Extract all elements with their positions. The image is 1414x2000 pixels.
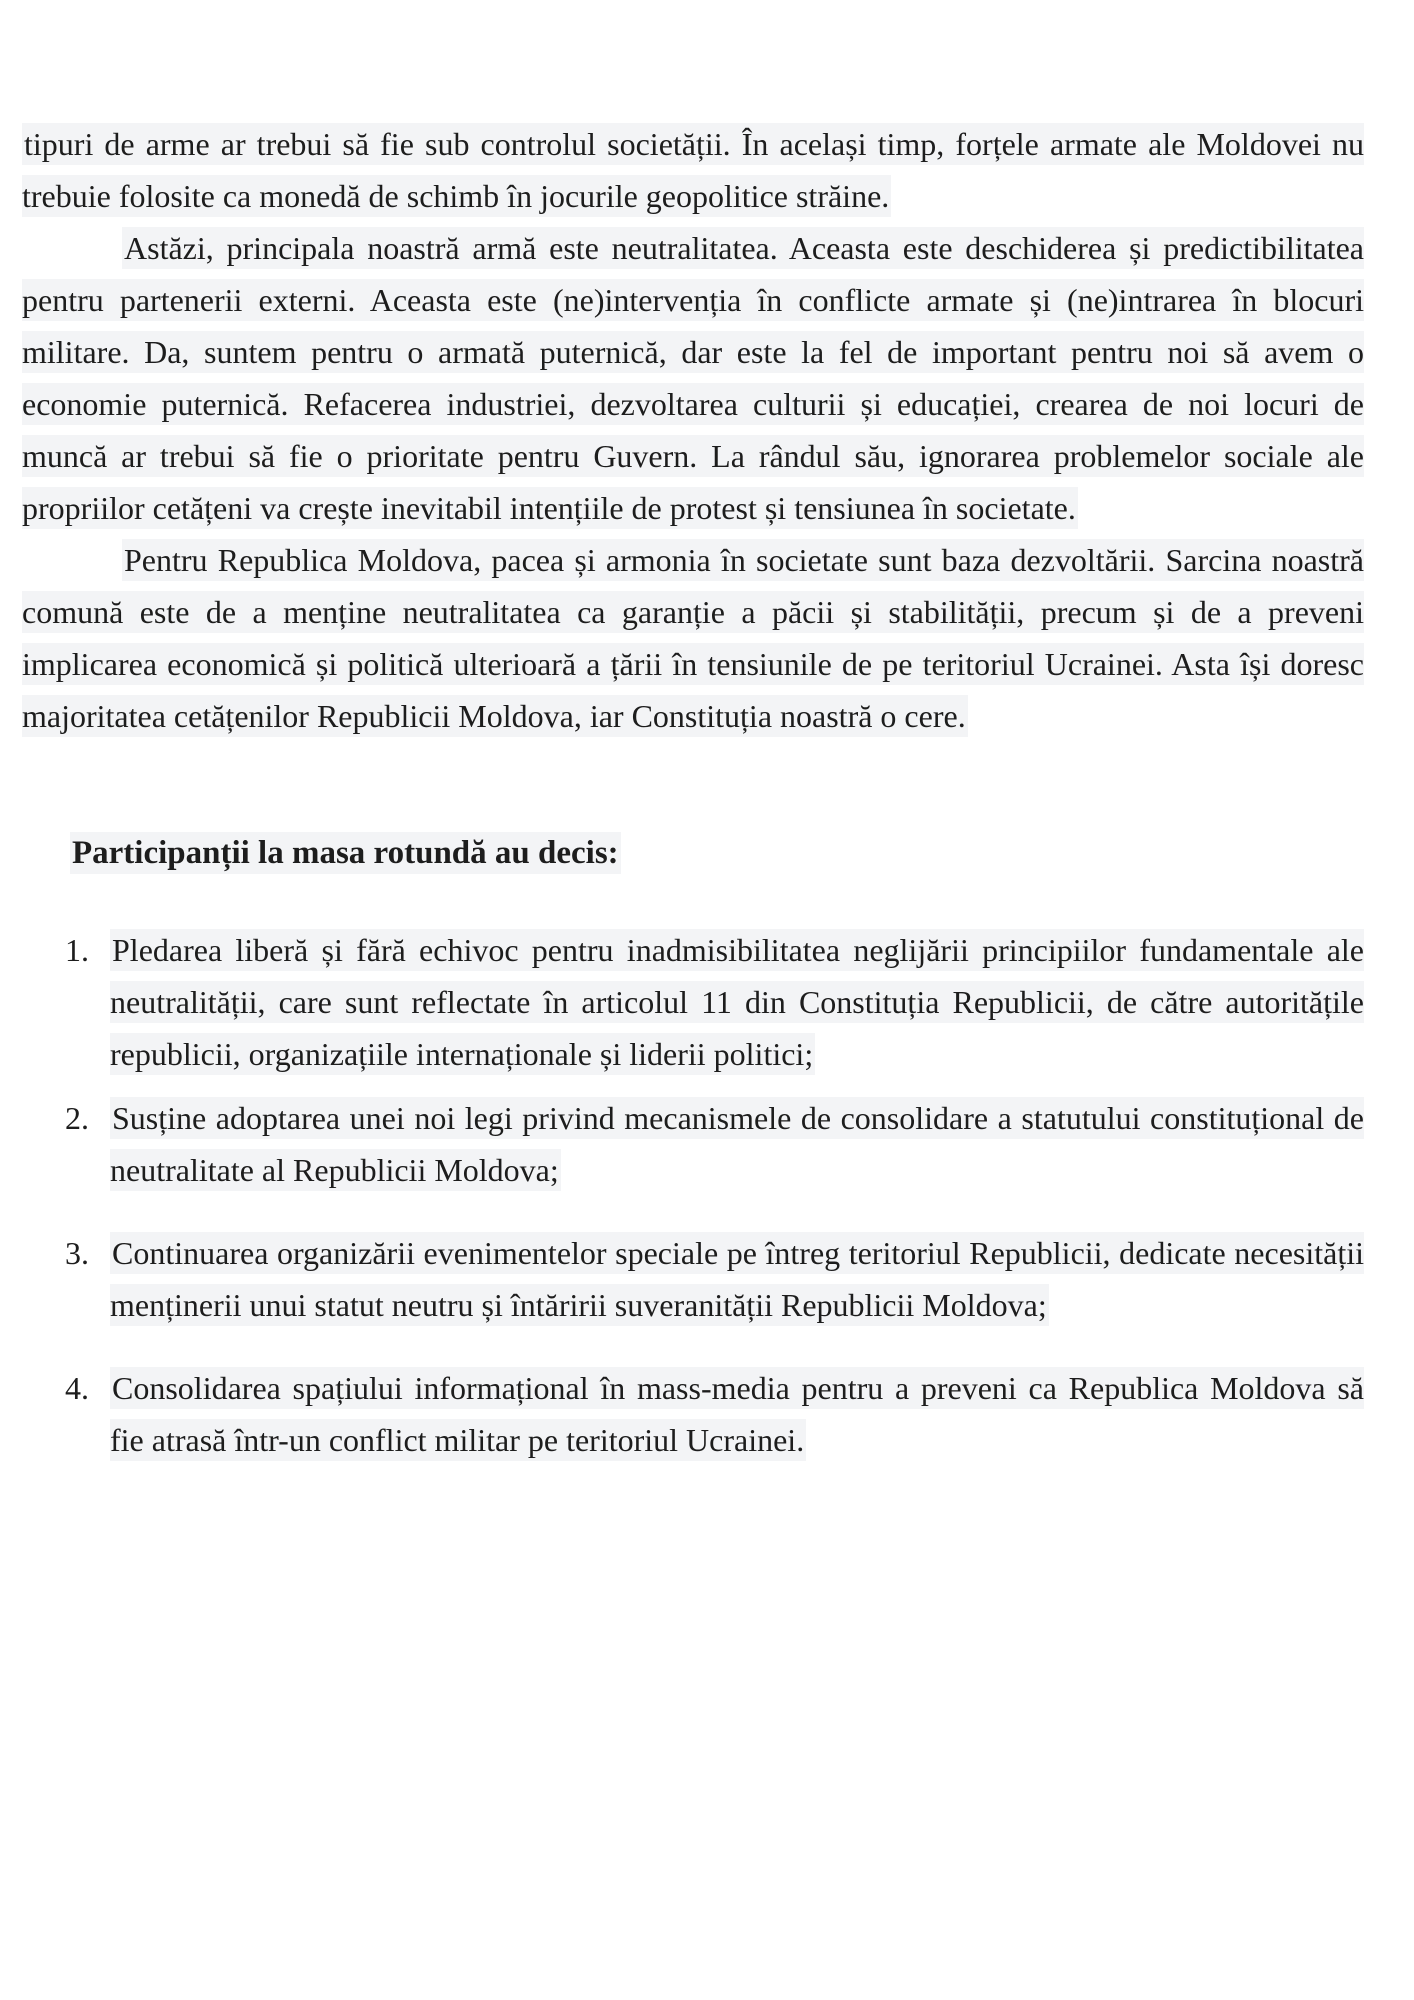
decision-item-4-text: Consolidarea spațiului informațional în mass-media pentru a preveni ca Republica Moldova să fie atrasă într-un conflict militar pe teritoriul Ucrainei. (110, 1367, 1364, 1461)
paragraph-neutrality (22, 222, 1364, 534)
decision-item-3-text: Continuarea organizării evenimentelor speciale pe întreg teritoriul Republicii, dedicate necesității menținerii unui statut neutru și întăririi suveranității Republicii Moldova; (110, 1232, 1364, 1326)
decision-item-1-body (110, 924, 1364, 1080)
decision-list (65, 924, 1364, 1466)
paragraph-continuation (22, 118, 1364, 222)
decision-item-2-text: Susține adoptarea unei noi legi privind mecanismele de consolidare a statutului constituțional de neutralitate al Republicii Moldova; (110, 1097, 1364, 1191)
decision-item-2-number: 2. (65, 1100, 89, 1136)
paragraph-peace-text: Pentru Republica Moldova, pacea și armonia în societate sunt baza dezvoltării. Sarcina noastră comună este de a menține neutralitatea ca garanție a păcii și stabilității, precum și de a preveni implicarea economică și politică ulterioară a țării în tensiunile de pe teritoriul Ucrainei. Asta își doresc majoritatea cetățenilor Republicii Moldova, iar Constituția noastră o cere. (22, 539, 1364, 737)
decision-item-1-text: Pledarea liberă și fără echivoc pentru inadmisibilitatea neglijării principiilor fundamentale ale neutralității, care sunt reflectate în articolul 11 din Constituția Republicii, de către autoritățile republicii, organizațiile internaționale și liderii politici; (110, 929, 1364, 1075)
decision-item-3-body (110, 1227, 1364, 1331)
decision-item-4-number: 4. (65, 1370, 89, 1406)
decision-item-1 (65, 924, 1364, 1080)
decision-item-1-number: 1. (65, 932, 89, 968)
decisions-heading (70, 827, 1364, 879)
decisions-heading-text: Participanții la masa rotundă au decis: (70, 832, 621, 874)
decision-item-3 (65, 1227, 1364, 1331)
paragraph-peace (22, 534, 1364, 742)
paragraph-neutrality-text: Astăzi, principala noastră armă este neutralitatea. Aceasta este deschiderea și predictibilitatea pentru partenerii externi. Aceasta este (ne)intervenția în conflicte armate și (ne)intrarea în blocuri militare. Da, suntem pentru o armată puternică, dar este la fel de important pentru noi să avem o economie puternică. Refacerea industriei, dezvoltarea culturii și educației, crearea de noi locuri de muncă ar trebui să fie o prioritate pentru Guvern. La rândul său, ignorarea problemelor sociale ale propriilor cetățeni va crește inevitabil intențiile de protest și tensiunea în societate. (22, 227, 1364, 529)
decision-item-2 (65, 1092, 1364, 1196)
decision-item-3-number: 3. (65, 1235, 89, 1271)
paragraph-continuation-text: tipuri de arme ar trebui să fie sub controlul societății. În același timp, forțele armate ale Moldovei nu trebuie folosite ca monedă de schimb în jocurile geopolitice străine. (22, 123, 1364, 217)
decision-item-4-body (110, 1362, 1364, 1466)
decision-item-2-body (110, 1092, 1364, 1196)
decision-item-4 (65, 1362, 1364, 1466)
